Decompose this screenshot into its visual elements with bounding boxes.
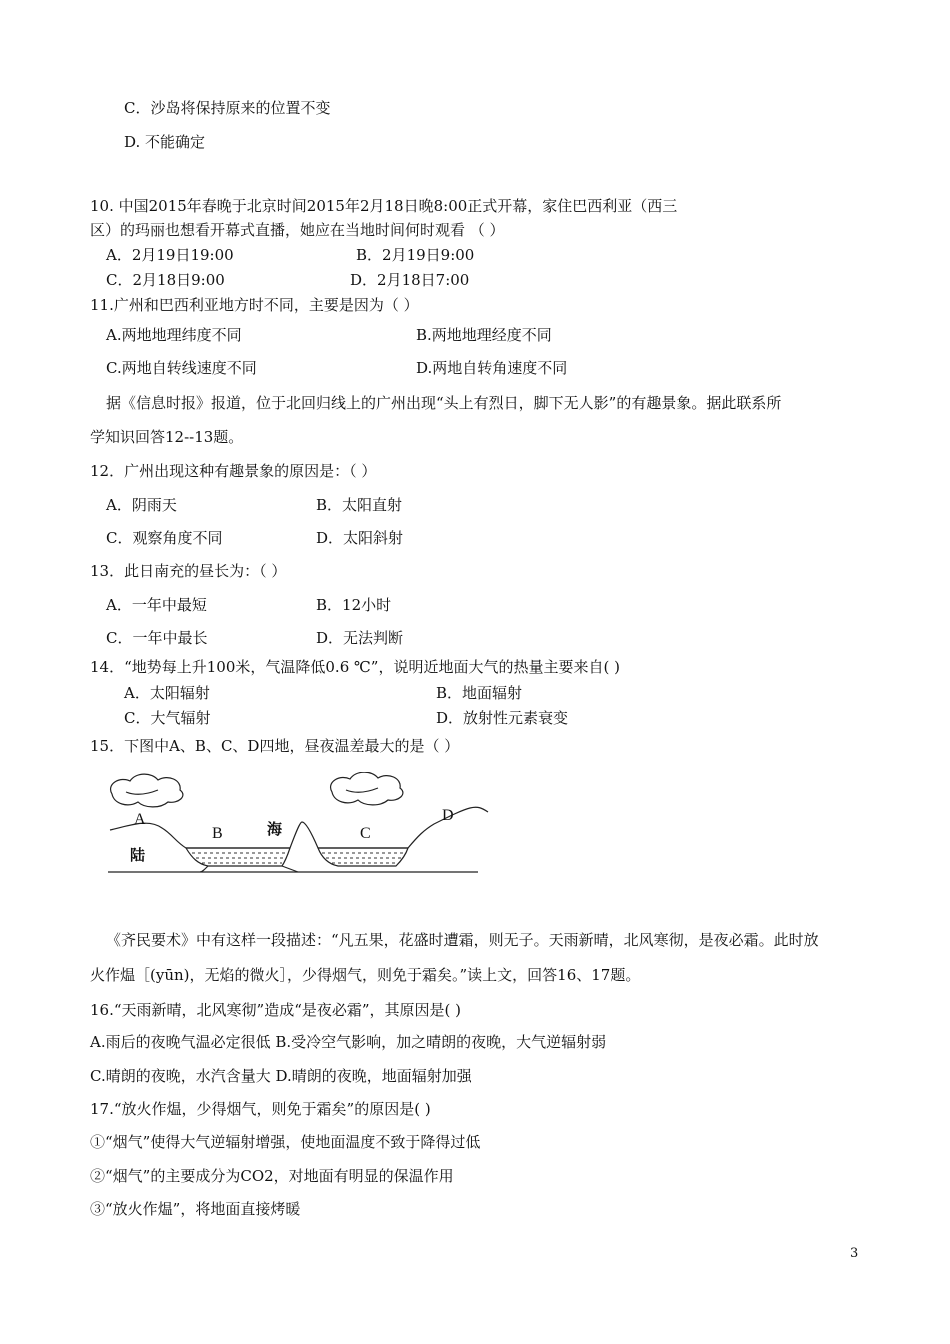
q10-stem-line1: 10. 中国2015年春晚于北京时间2015年2月18日晚8:00正式开幕，家住巴西利亚（西三 [90,197,678,215]
q9-option-d: D. 不能确定 [124,133,206,151]
passage1-line1: 据《信息时报》报道，位于北回归线上的广州出现“头上有烈日，脚下无人影”的有趣景象。据此联系所 [106,394,782,412]
label-c: C [360,825,371,842]
passage2-line1: 《齐民要术》中有这样一段描述：“凡五果，花盛时遭霜，则无子。天雨新晴，北风寒彻，是夜必霜。此时放 [106,931,819,949]
q12-stem: 12．广州出现这种有趣景象的原因是：（ ） [90,462,377,480]
page-number: 3 [850,1246,859,1261]
q13-option-a: A．一年中最短 [106,596,207,614]
label-a: A [134,811,146,828]
q10-option-b: B．2月19日9:00 [356,246,475,264]
q10-option-c: C．2月18日9:00 [106,271,225,289]
q12-option-c: C．观察角度不同 [106,529,223,547]
passage2-line2: 火作煴［(yūn)，无焰的微火］，少得烟气，则免于霜矣。”读上文，回答16、17题。 [90,966,641,984]
cloud-right-icon [331,772,403,805]
q12-option-b: B．太阳直射 [316,496,403,514]
q17-item3: ③“放火作煴”，将地面直接烤暖 [90,1200,301,1218]
q13-stem: 13．此日南充的昼长为：（ ） [90,562,287,580]
q10-option-a: A．2月19日19:00 [106,246,234,264]
q14-option-a: A．太阳辐射 [124,684,210,702]
passage1-line2: 学知识回答12--13题。 [90,428,244,446]
q16-options-cd: C.晴朗的夜晚，水汽含量大 D.晴朗的夜晚，地面辐射加强 [90,1067,472,1085]
q14-option-d: D．放射性元素衰变 [436,709,569,727]
label-b: B [212,825,223,842]
label-sea: 海 [267,822,283,838]
q16-options-ab: A.雨后的夜晚气温必定很低 B.受冷空气影响，加之晴朗的夜晚，大气逆辐射弱 [90,1033,607,1051]
q14-option-c: C．大气辐射 [124,709,211,727]
q12-option-a: A．阴雨天 [106,496,177,514]
q11-option-b: B.两地地理经度不同 [416,326,552,344]
q13-option-c: C．一年中最长 [106,629,208,647]
q12-option-d: D．太阳斜射 [316,529,404,547]
q16-stem: 16.“天雨新晴，北风寒彻”造成“是夜必霜”，其原因是( ) [90,1001,462,1019]
q15-stem: 15．下图中A、B、C、D四地，昼夜温差最大的是（ ） [90,737,460,755]
q11-option-d: D.两地自转角速度不同 [416,359,568,377]
q14-option-b: B．地面辐射 [436,684,523,702]
q13-option-d: D．无法判断 [316,629,404,647]
q11-option-a: A.两地地理纬度不同 [106,326,242,344]
q14-stem: 14．“地势每上升100米，气温降低0.6 ℃”，说明近地面大气的热量主要来自( ) [90,658,620,676]
q13-option-b: B．12小时 [316,596,392,614]
terrain-profile [110,807,488,848]
terrain-diagram [104,772,494,882]
q10-stem-line2: 区）的玛丽也想看开幕式直播，她应在当地时间何时观看 （ ） [90,221,505,239]
q11-stem: 11.广州和巴西利亚地方时不同，主要是因为（ ） [90,296,419,314]
label-d: D [442,807,454,824]
q9-option-c: C．沙岛将保持原来的位置不变 [124,99,331,117]
q17-item1: ①“烟气”使得大气逆辐射增强，使地面温度不致于降得过低 [90,1133,481,1151]
q11-option-c: C.两地自转线速度不同 [106,359,257,377]
cloud-left-icon [111,774,183,807]
q17-stem: 17.“放火作煴，少得烟气，则免于霜矣”的原因是( ) [90,1100,431,1118]
label-land: 陆 [130,848,146,864]
q17-item2: ②“烟气”的主要成分为CO2，对地面有明显的保温作用 [90,1167,454,1185]
q10-option-d: D．2月18日7:00 [350,271,470,289]
